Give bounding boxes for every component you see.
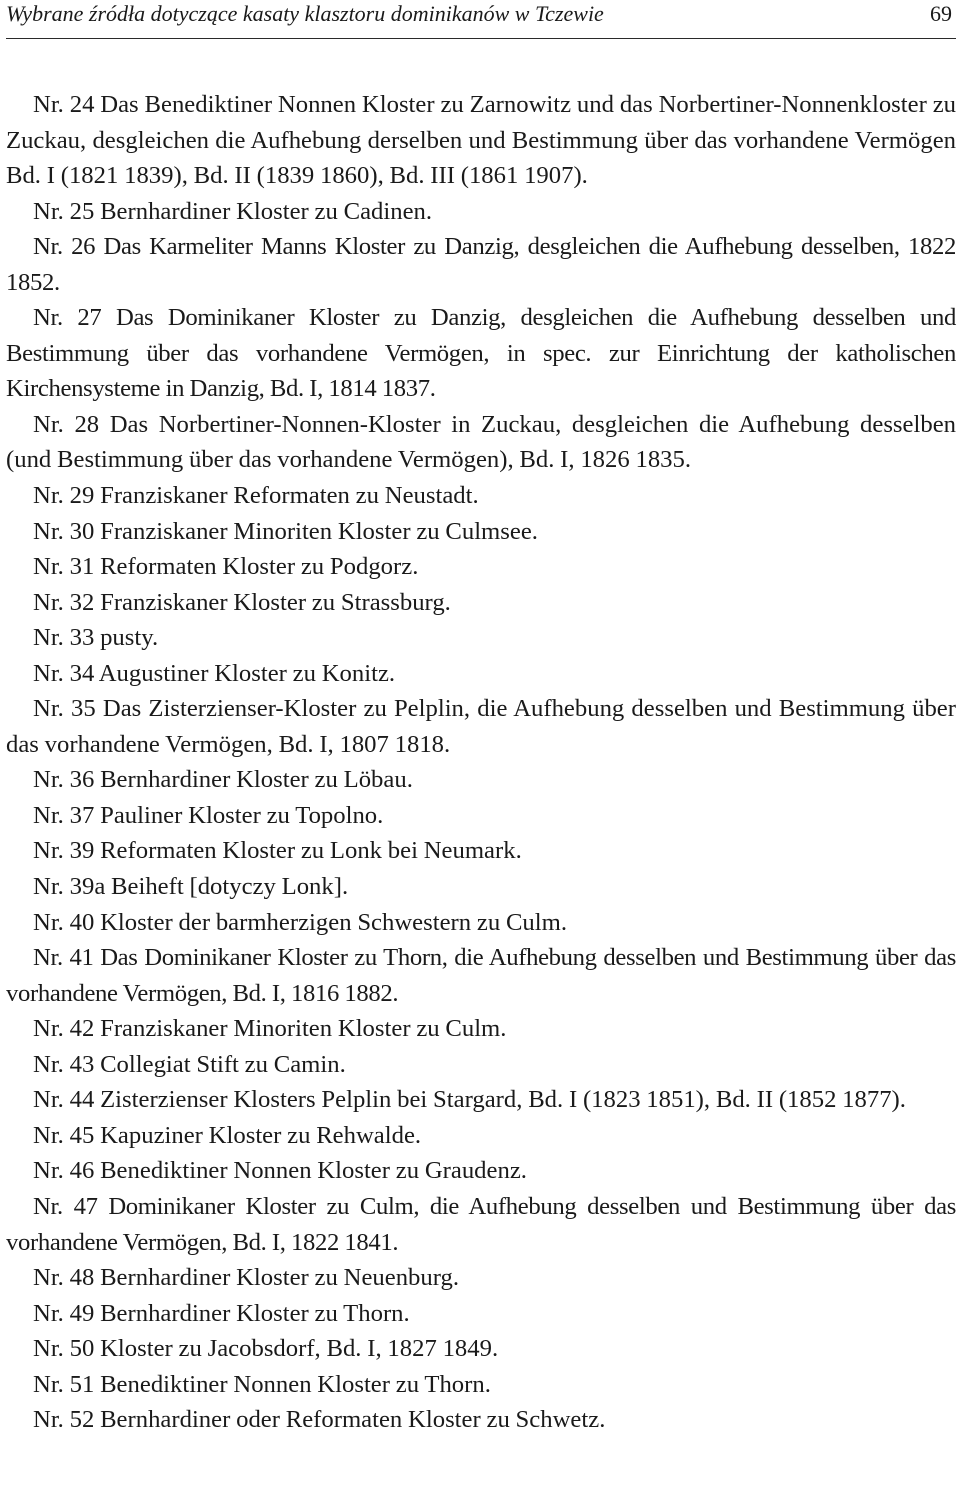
- page-number: 69: [930, 1, 952, 26]
- archive-entry: Nr. 36 Bernhardiner Kloster zu Löbau.: [33, 766, 413, 794]
- archive-entry: Nr. 33 pusty.: [33, 624, 159, 652]
- running-header: [6, 0, 956, 39]
- archive-entry: Nr. 48 Bernhardiner Kloster zu Neuenburg.: [33, 1264, 460, 1292]
- archive-entry: Nr. 30 Franziskaner Minoriten Kloster zu Culmsee.: [33, 517, 538, 545]
- archive-entry: Nr. 43 Collegiat Stift zu Camin.: [33, 1050, 346, 1078]
- archive-entry: Nr. 47 Dominikaner Kloster zu Culm, die Aufhebung desselben und Bestimmung über das vorhandene Vermögen, Bd. I, 1822 1841.: [6, 1192, 956, 1256]
- archive-entry: Nr. 39a Beiheft [dotyczy Lonk].: [33, 873, 349, 901]
- archive-entry: Nr. 50 Kloster zu Jacobsdorf, Bd. I, 1827 1849.: [33, 1335, 499, 1363]
- archive-entry: Nr. 52 Bernhardiner oder Reformaten Kloster zu Schwetz.: [33, 1406, 606, 1434]
- archive-entry: Nr. 40 Kloster der barmherzigen Schwestern zu Culm.: [33, 908, 568, 936]
- archive-entry: Nr. 27 Das Dominikaner Kloster zu Danzig, desgleichen die Aufhebung desselben und Bestimmung über das vorhandene Vermögen, in spec. zur Einrichtung der katholischen Kirchensysteme in Danzig, Bd. I, 1814 1837.: [6, 304, 956, 403]
- archive-entry: Nr. 51 Benediktiner Nonnen Kloster zu Thorn.: [33, 1370, 491, 1398]
- archive-entry: Nr. 24 Das Benediktiner Nonnen Kloster zu Zarnowitz und das Norbertiner-Nonnenkloster zu Zuckau, desgleichen die Aufhebung derselben und Bestimmung über das vorhandene Vermögen Bd. I (1821 1839), Bd. II (1839 1860), Bd. III (1861 1907).: [6, 91, 956, 190]
- archive-entry: Nr. 32 Franziskaner Kloster zu Strassburg.: [33, 588, 451, 616]
- archive-entry: Nr. 42 Franziskaner Minoriten Kloster zu Culm.: [33, 1015, 507, 1043]
- archive-entry: Nr. 44 Zisterzienser Klosters Pelplin bei Stargard, Bd. I (1823 1851), Bd. II (1852 1877).: [33, 1086, 906, 1114]
- archive-entry: Nr. 45 Kapuziner Kloster zu Rehwalde.: [33, 1121, 422, 1149]
- archive-entry: Nr. 49 Bernhardiner Kloster zu Thorn.: [33, 1299, 410, 1327]
- archive-entry: Nr. 34 Augustiner Kloster zu Konitz.: [33, 659, 396, 687]
- archive-entry: Nr. 25 Bernhardiner Kloster zu Cadinen.: [33, 197, 433, 225]
- archive-entry: Nr. 35 Das Zisterzienser-Kloster zu Pelplin, die Aufhebung desselben und Bestimmung über das vorhandene Vermögen, Bd. I, 1807 1818.: [6, 695, 956, 758]
- archive-entry: Nr. 41 Das Dominikaner Kloster zu Thorn, die Aufhebung desselben und Bestimmung über das vorhandene Vermögen, Bd. I, 1816 1882.: [6, 944, 956, 1007]
- archive-entry: Nr. 46 Benediktiner Nonnen Kloster zu Graudenz.: [33, 1157, 527, 1185]
- running-title: Wybrane źródła dotyczące kasaty klasztoru dominikanów w Tczewie: [6, 1, 604, 26]
- archive-entry: Nr. 37 Pauliner Kloster zu Topolno.: [33, 801, 384, 829]
- archive-entry-list: [6, 87, 956, 1438]
- archive-entry: Nr. 31 Reformaten Kloster zu Podgorz.: [33, 553, 419, 581]
- archive-entry: Nr. 26 Das Karmeliter Manns Kloster zu Danzig, desgleichen die Aufhebung desselben, 1822 1852.: [6, 233, 956, 296]
- archive-entry: Nr. 28 Das Norbertiner-Nonnen-Kloster in Zuckau, desgleichen die Aufhebung desselben (und Bestimmung über das vorhandene Vermögen), Bd. I, 1826 1835.: [6, 410, 956, 474]
- archive-entry: Nr. 29 Franziskaner Reformaten zu Neustadt.: [33, 482, 479, 510]
- archive-entry: Nr. 39 Reformaten Kloster zu Lonk bei Neumark.: [33, 837, 522, 865]
